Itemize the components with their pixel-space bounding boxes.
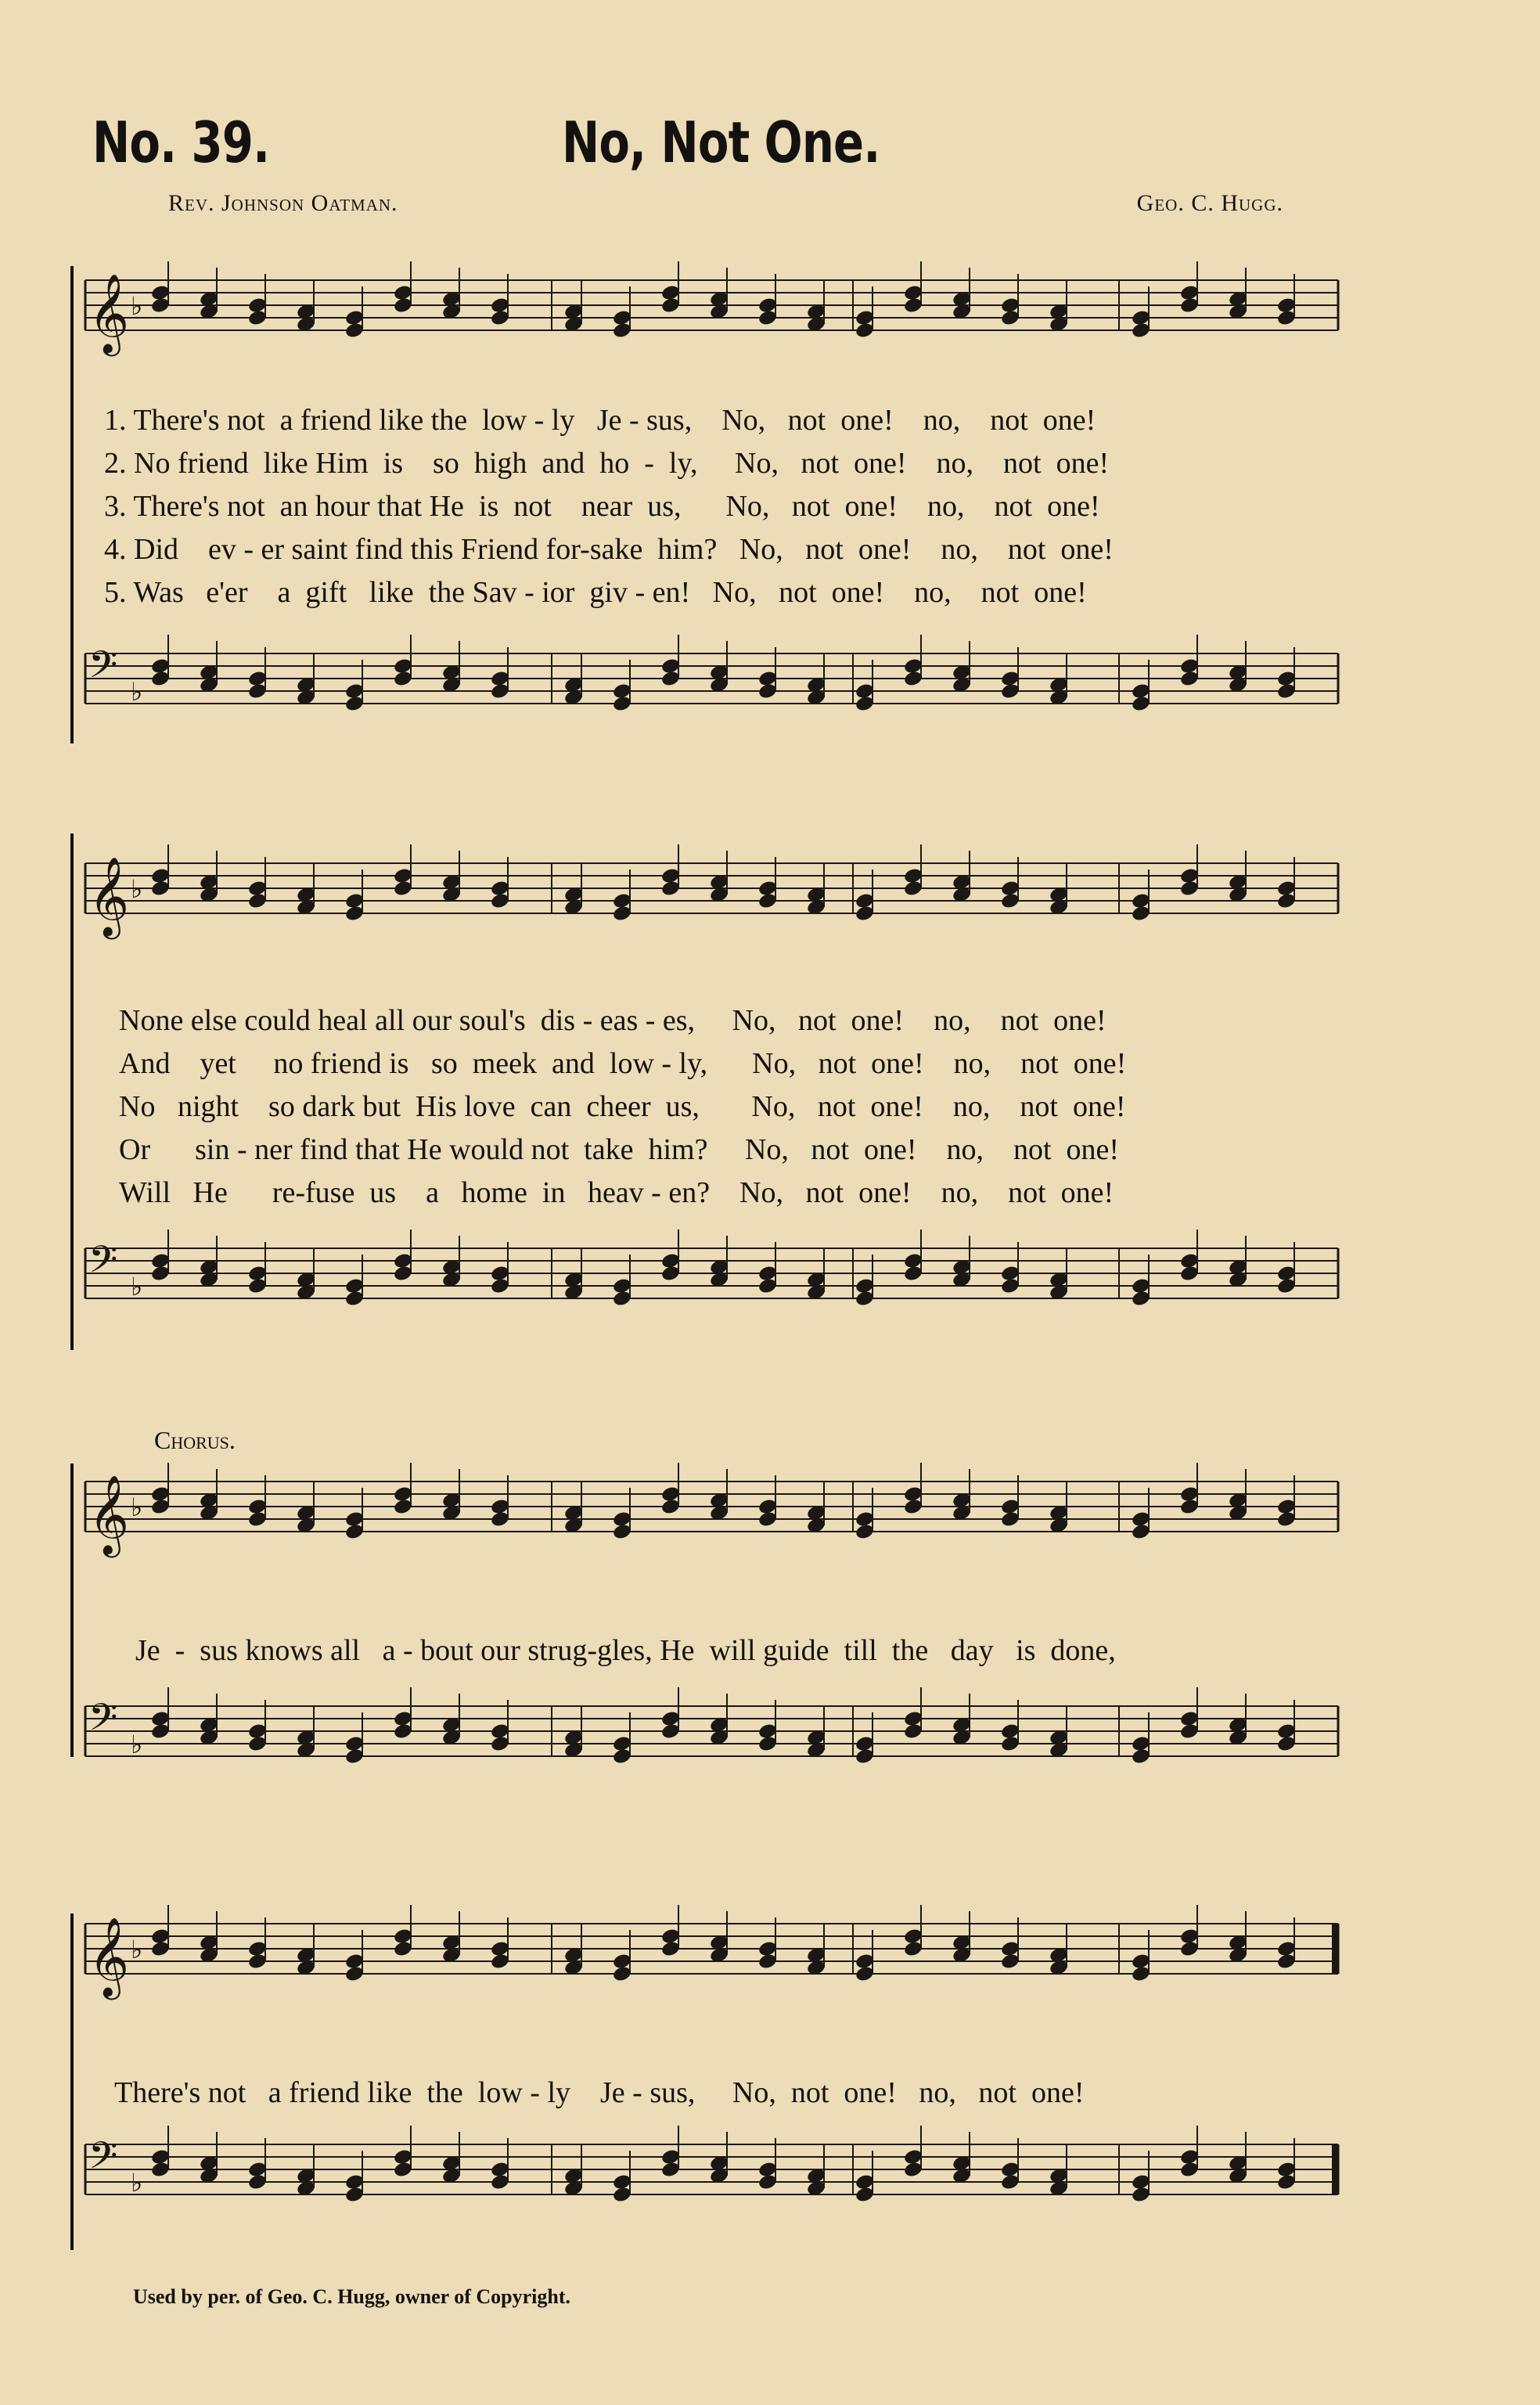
svg-text:𝄢: 𝄢 bbox=[88, 643, 118, 696]
svg-text:♭: ♭ bbox=[131, 1492, 143, 1522]
author-credit: Rev. Johnson Oatman. bbox=[168, 190, 398, 216]
svg-text:♭: ♭ bbox=[131, 1730, 143, 1759]
svg-text:♭: ♭ bbox=[131, 874, 143, 904]
chorus-line-1: Je - sus knows all a - bout our strug-gles, He will guide till the day is done, bbox=[135, 1634, 1116, 1667]
system-4-brace bbox=[70, 1914, 74, 2250]
hymn-title: No, Not One. bbox=[562, 110, 880, 175]
svg-text:𝄢: 𝄢 bbox=[88, 1237, 118, 1291]
svg-text:♭: ♭ bbox=[131, 2168, 143, 2198]
hymn-number: No. 39. bbox=[92, 110, 270, 175]
system-2-brace bbox=[70, 833, 74, 1350]
verse-1-line-b: None else could heal all our soul's dis - eas - es, No, not one! no, not one! bbox=[119, 1004, 1106, 1037]
system-1-brace bbox=[70, 266, 74, 743]
verse-3-line-b: No night so dark but His love can cheer us, No, not one! no, not one! bbox=[119, 1090, 1126, 1123]
system-1-treble-staff bbox=[74, 250, 1342, 376]
system-3-treble-staff bbox=[74, 1452, 1342, 1608]
svg-text:𝄞: 𝄞 bbox=[88, 272, 130, 353]
svg-text:𝄢: 𝄢 bbox=[88, 1695, 118, 1748]
verse-5-line-b: Will He re-fuse us a home in heav - en? No, not one! no, not one! bbox=[119, 1176, 1114, 1209]
verse-4-line-b: Or sin - ner find that He would not take him? No, not one! no, not one! bbox=[119, 1133, 1120, 1166]
verse-2-line-a: 2. No friend like Him is so high and ho - ly, No, not one! no, not one! bbox=[104, 447, 1110, 480]
svg-text:𝄢: 𝄢 bbox=[88, 2133, 118, 2187]
system-2-treble-staff bbox=[74, 833, 1342, 974]
svg-text:♭: ♭ bbox=[131, 677, 143, 707]
system-3-brace bbox=[70, 1464, 74, 1757]
system-2-bass-staff bbox=[74, 1225, 1342, 1374]
verse-5-line-a: 5. Was e'er a gift like the Sav - ior giv - en! No, not one! no, not one! bbox=[104, 576, 1087, 609]
svg-text:𝄞: 𝄞 bbox=[88, 1474, 130, 1554]
svg-text:𝄞: 𝄞 bbox=[88, 855, 130, 936]
svg-text:♭: ♭ bbox=[131, 291, 143, 321]
verse-2-line-b: And yet no friend is so meek and low - ly, No, not one! no, not one! bbox=[119, 1047, 1127, 1080]
verse-3-line-a: 3. There's not an hour that He is not near us, No, not one! no, not one! bbox=[104, 490, 1100, 523]
system-3-bass-staff bbox=[74, 1683, 1342, 1839]
svg-text:♭: ♭ bbox=[131, 1272, 143, 1302]
chorus-line-2: There's not a friend like the low - ly Je - sus, No, not one! no, not one! bbox=[114, 2076, 1085, 2109]
chorus-label: Chorus. bbox=[154, 1426, 236, 1454]
system-1-bass-staff bbox=[74, 630, 1342, 779]
svg-text:♭: ♭ bbox=[131, 1935, 143, 1964]
verse-1-line-a: 1. There's not a friend like the low - ly Je - sus, No, not one! no, not one! bbox=[104, 404, 1096, 437]
system-4-treble-staff bbox=[74, 1894, 1342, 2058]
copyright-footer: Used by per. of Geo. C. Hugg, owner of Copyright. bbox=[133, 2285, 571, 2308]
composer-credit: Geo. C. Hugg. bbox=[1136, 190, 1283, 216]
system-4-bass-staff bbox=[74, 2121, 1342, 2270]
svg-text:𝄞: 𝄞 bbox=[88, 1916, 130, 1996]
verse-4-line-a: 4. Did ev - er saint find this Friend for-sake him? No, not one! no, not one! bbox=[104, 533, 1114, 566]
